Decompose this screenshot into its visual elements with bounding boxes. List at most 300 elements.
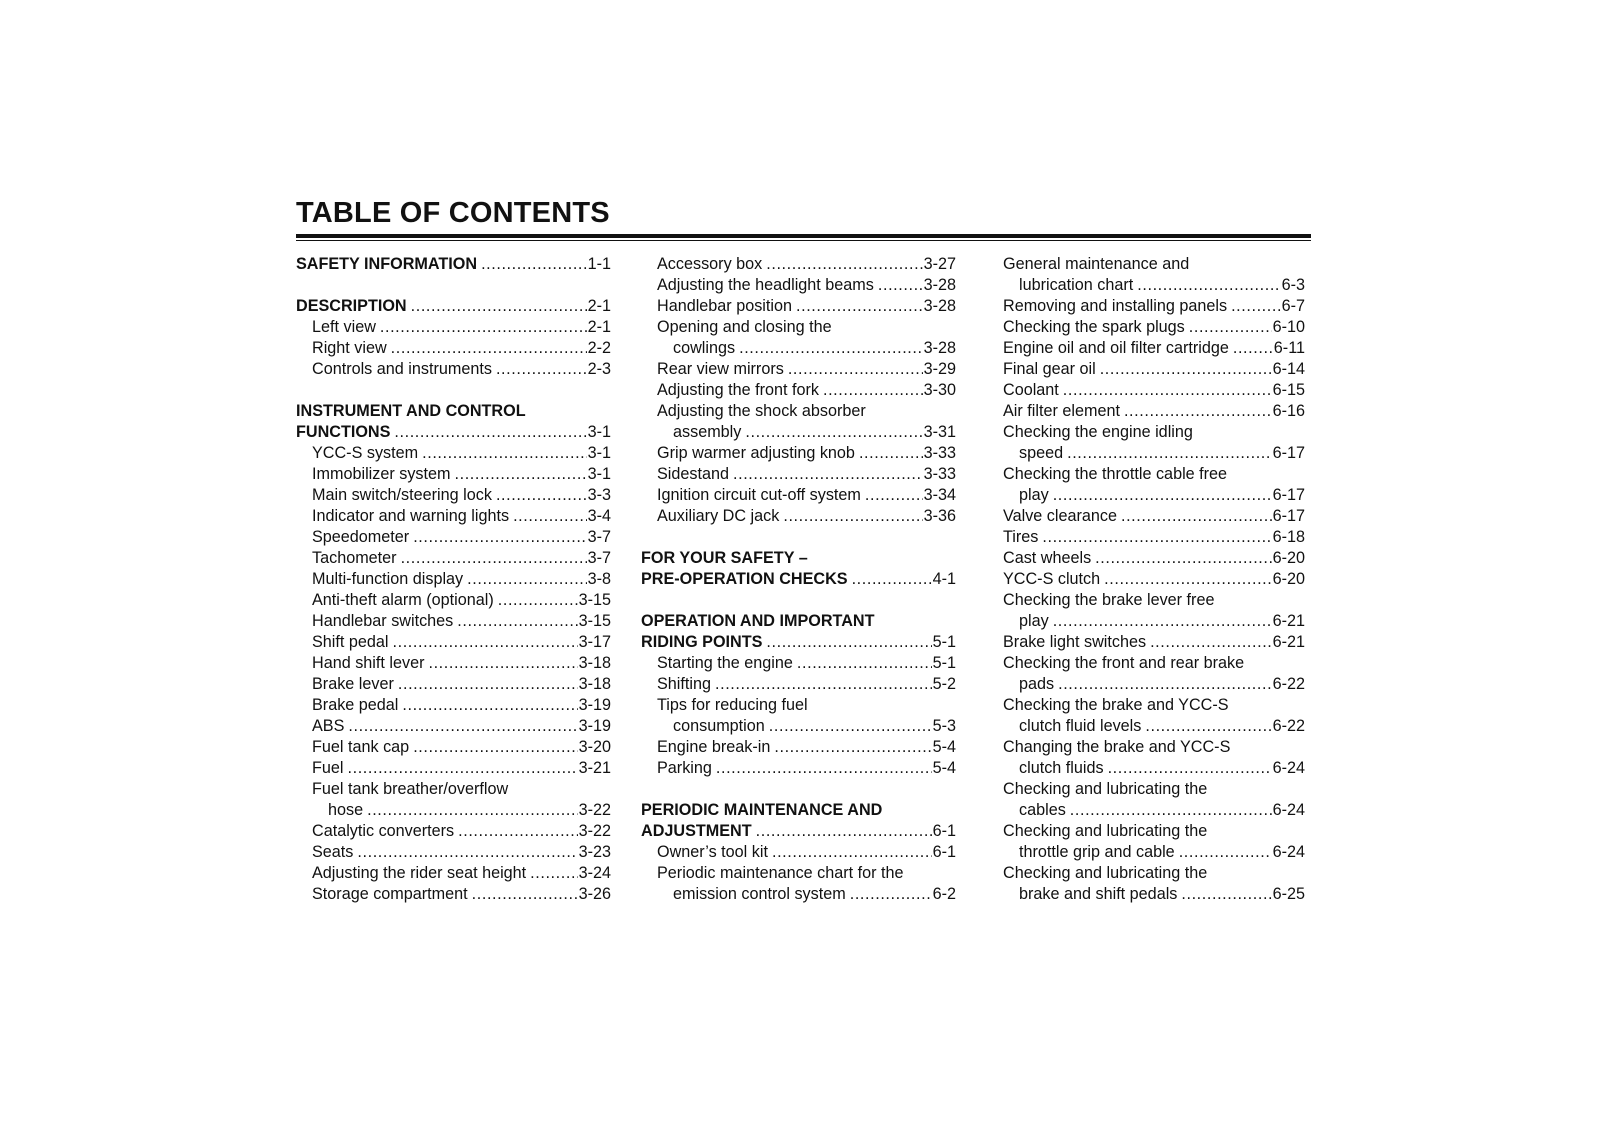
toc-page-number: 3-36 <box>923 507 956 525</box>
toc-entry <box>1003 821 1305 842</box>
toc-page-number: 6-1 <box>932 822 956 840</box>
toc-entry-title: Adjusting the headlight beams <box>657 276 874 294</box>
toc-entry[interactable] <box>1003 611 1305 632</box>
toc-spacer <box>641 779 956 800</box>
dot-leader <box>398 674 578 695</box>
dot-leader <box>1231 296 1281 317</box>
toc-entry[interactable] <box>296 737 611 758</box>
toc-entry-title: Immobilizer system <box>312 465 451 483</box>
toc-section-heading[interactable] <box>641 569 956 590</box>
toc-entry-title: Adjusting the rider seat height <box>312 864 527 882</box>
toc-entry-title: Shift pedal <box>312 633 389 651</box>
toc-entry-title: Final gear oil <box>1003 360 1096 378</box>
toc-entry-title: Engine break-in <box>657 738 771 756</box>
toc-section-heading[interactable] <box>641 821 956 842</box>
toc-entry[interactable] <box>1003 884 1305 905</box>
toc-entry-title: FUNCTIONS <box>296 423 391 441</box>
dot-leader <box>457 611 577 632</box>
toc-entry-title: Checking the front and rear brake <box>1003 654 1245 672</box>
toc-entry <box>641 863 956 884</box>
dot-leader <box>481 254 587 275</box>
toc-entry-title: Handlebar position <box>657 297 792 315</box>
toc-entry[interactable] <box>641 716 956 737</box>
toc-page-number: 3-1 <box>587 423 611 441</box>
toc-entry[interactable] <box>641 737 956 758</box>
toc-entry[interactable] <box>296 800 611 821</box>
toc-entry[interactable] <box>296 359 611 380</box>
toc-entry[interactable] <box>1003 842 1305 863</box>
toc-page-number: 6-1 <box>932 843 956 861</box>
toc-entry[interactable] <box>641 296 956 317</box>
toc-page-number: 6-3 <box>1281 276 1305 294</box>
toc-entry-title: Checking the brake lever free <box>1003 591 1215 609</box>
dot-leader <box>1042 527 1271 548</box>
toc-entry-title: General maintenance and <box>1003 255 1190 273</box>
dot-leader <box>733 464 923 485</box>
toc-page-number: 3-22 <box>578 822 611 840</box>
toc-entry-title: Right view <box>312 339 387 357</box>
toc-spacer <box>296 275 611 296</box>
toc-entry[interactable] <box>641 842 956 863</box>
dot-leader <box>772 842 932 863</box>
toc-entry-title: Handlebar switches <box>312 612 454 630</box>
title-rule-thin <box>296 240 1311 241</box>
toc-entry-title: Checking the throttle cable free <box>1003 465 1228 483</box>
toc-entry-title: YCC-S clutch <box>1003 570 1101 588</box>
toc-page-number: 2-1 <box>587 297 611 315</box>
toc-section-heading[interactable] <box>641 632 956 653</box>
dot-leader <box>413 527 586 548</box>
dot-leader <box>715 674 932 695</box>
toc-entry-title: FOR YOUR SAFETY – <box>641 549 808 567</box>
dot-leader <box>1233 338 1273 359</box>
dot-leader <box>455 464 587 485</box>
toc-entry[interactable] <box>296 632 611 653</box>
toc-entry-title: Checking the brake and YCC-S <box>1003 696 1229 714</box>
toc-entry <box>1003 653 1305 674</box>
toc-entry-title: Shifting <box>657 675 711 693</box>
toc-page-number: 3-1 <box>587 444 611 462</box>
toc-entry[interactable] <box>296 695 611 716</box>
toc-page-number: 3-7 <box>587 528 611 546</box>
dot-leader <box>1150 632 1272 653</box>
toc-page-number: 3-34 <box>923 486 956 504</box>
toc-page-number: 5-1 <box>932 633 956 651</box>
toc-entry[interactable] <box>1003 674 1305 695</box>
toc-entry <box>1003 779 1305 800</box>
toc-entry-title: Grip warmer adjusting knob <box>657 444 855 462</box>
toc-entry-title: Cast wheels <box>1003 549 1092 567</box>
toc-entry-title: Controls and instruments <box>312 360 492 378</box>
toc-entry-title: Valve clearance <box>1003 507 1117 525</box>
toc-entry[interactable] <box>641 653 956 674</box>
toc-page-number: 3-19 <box>578 717 611 735</box>
toc-entry-title: cowlings <box>673 339 736 357</box>
toc-page-number: 6-20 <box>1272 570 1305 588</box>
toc-page-number: 6-10 <box>1272 318 1305 336</box>
toc-entry-title: throttle grip and cable <box>1019 843 1175 861</box>
toc-page-number: 3-15 <box>578 591 611 609</box>
toc-entry-title: Checking and lubricating the <box>1003 780 1208 798</box>
toc-entry[interactable] <box>1003 485 1305 506</box>
dot-leader <box>348 758 578 779</box>
toc-page-number: 3-28 <box>923 276 956 294</box>
toc-entry-title: Checking and lubricating the <box>1003 864 1208 882</box>
toc-entry-title: Tips for reducing fuel <box>657 696 808 714</box>
toc-entry[interactable] <box>641 254 956 275</box>
toc-page-number: 3-28 <box>923 339 956 357</box>
dot-leader <box>850 884 932 905</box>
toc-entry-title: Owner’s tool kit <box>657 843 768 861</box>
toc-entry[interactable] <box>641 884 956 905</box>
toc-page-number: 3-1 <box>587 465 611 483</box>
toc-entry-title: Engine oil and oil filter cartridge <box>1003 339 1229 357</box>
dot-leader <box>472 884 578 905</box>
toc-entry-title: Fuel <box>312 759 344 777</box>
toc-entry-title: consumption <box>673 717 765 735</box>
dot-leader <box>380 317 587 338</box>
dot-leader <box>783 506 922 527</box>
toc-entry[interactable] <box>296 863 611 884</box>
toc-entry[interactable] <box>1003 443 1305 464</box>
toc-section-heading <box>296 401 611 422</box>
toc-entry[interactable] <box>296 821 611 842</box>
toc-entry[interactable] <box>1003 506 1305 527</box>
toc-entry-title: pads <box>1019 675 1055 693</box>
toc-entry[interactable] <box>1003 359 1305 380</box>
dot-leader <box>391 338 587 359</box>
toc-section-heading <box>641 611 956 632</box>
toc-page-number: 6-7 <box>1281 297 1305 315</box>
toc-entry[interactable] <box>296 338 611 359</box>
dot-leader <box>1145 716 1271 737</box>
dot-leader <box>1053 485 1272 506</box>
toc-entry[interactable] <box>1003 800 1305 821</box>
toc-entry-title: Removing and installing panels <box>1003 297 1228 315</box>
toc-entry-title: Auxiliary DC jack <box>657 507 780 525</box>
dot-leader <box>823 380 923 401</box>
toc-page-number: 6-17 <box>1272 486 1305 504</box>
dot-leader <box>716 758 932 779</box>
toc-entry-title: Brake light switches <box>1003 633 1147 651</box>
toc-page-number: 5-4 <box>932 759 956 777</box>
dot-leader <box>422 443 586 464</box>
toc-entry-title: play <box>1019 486 1049 504</box>
dot-leader <box>796 296 923 317</box>
toc-entry[interactable] <box>1003 380 1305 401</box>
toc-page-number: 3-15 <box>578 612 611 630</box>
toc-entry <box>1003 464 1305 485</box>
toc-section-heading[interactable] <box>296 254 611 275</box>
dot-leader <box>774 737 931 758</box>
toc-entry[interactable] <box>1003 296 1305 317</box>
toc-entry[interactable] <box>641 674 956 695</box>
toc-section-heading <box>641 800 956 821</box>
toc-entry-title: Main switch/steering lock <box>312 486 492 504</box>
dot-leader <box>498 590 578 611</box>
toc-entry <box>1003 590 1305 611</box>
dot-leader <box>428 653 577 674</box>
toc-entry[interactable] <box>296 590 611 611</box>
toc-entry[interactable] <box>296 485 611 506</box>
toc-entry-title: Anti-theft alarm (optional) <box>312 591 494 609</box>
toc-page-number: 3-4 <box>587 507 611 525</box>
toc-page-number: 3-33 <box>923 444 956 462</box>
toc-entry <box>296 779 611 800</box>
toc-entry[interactable] <box>1003 548 1305 569</box>
dot-leader <box>402 695 577 716</box>
toc-entry[interactable] <box>296 842 611 863</box>
toc-page-number: 3-33 <box>923 465 956 483</box>
toc-page-number: 6-17 <box>1272 444 1305 462</box>
toc-entry[interactable] <box>296 506 611 527</box>
toc-entry-title: Opening and closing the <box>657 318 832 336</box>
toc-entry[interactable] <box>296 884 611 905</box>
toc-entry-title: YCC-S system <box>312 444 419 462</box>
toc-entry-title: SAFETY INFORMATION <box>296 255 478 273</box>
dot-leader <box>1067 443 1271 464</box>
dot-leader <box>1063 380 1272 401</box>
toc-entry[interactable] <box>296 758 611 779</box>
toc-page-number: 2-1 <box>587 318 611 336</box>
toc-entry[interactable] <box>1003 716 1305 737</box>
toc-page-number: 4-1 <box>932 570 956 588</box>
toc-column-3 <box>1003 254 1305 905</box>
toc-entry <box>1003 695 1305 716</box>
toc-entry[interactable] <box>641 359 956 380</box>
dot-leader <box>1108 758 1272 779</box>
toc-entry-title: INSTRUMENT AND CONTROL <box>296 402 526 420</box>
toc-entry-title: Tachometer <box>312 549 397 567</box>
toc-entry[interactable] <box>1003 569 1305 590</box>
toc-entry-title: Hand shift lever <box>312 654 425 672</box>
toc-entry <box>641 317 956 338</box>
dot-leader <box>1124 401 1272 422</box>
toc-entry-title: Brake lever <box>312 675 394 693</box>
dot-leader <box>1095 548 1271 569</box>
dot-leader <box>1189 317 1272 338</box>
toc-entry[interactable] <box>641 443 956 464</box>
toc-page-number: 3-18 <box>578 675 611 693</box>
toc-entry-title: Sidestand <box>657 465 729 483</box>
toc-page-number: 5-3 <box>932 717 956 735</box>
dot-leader <box>1121 506 1272 527</box>
toc-page-number: 3-30 <box>923 381 956 399</box>
toc-entry[interactable] <box>1003 317 1305 338</box>
toc-entry-title: Storage compartment <box>312 885 468 903</box>
toc-entry-title: Catalytic converters <box>312 822 455 840</box>
dot-leader <box>530 863 577 884</box>
dot-leader <box>393 632 578 653</box>
toc-page-number: 6-14 <box>1272 360 1305 378</box>
toc-entry[interactable] <box>1003 338 1305 359</box>
toc-entry-title: DESCRIPTION <box>296 297 407 315</box>
dot-leader <box>769 716 932 737</box>
toc-page-number: 3-24 <box>578 864 611 882</box>
toc-page-number: 6-24 <box>1272 759 1305 777</box>
toc-entry[interactable] <box>641 422 956 443</box>
toc-entry[interactable] <box>641 506 956 527</box>
toc-entry <box>641 695 956 716</box>
toc-entry-title: emission control system <box>673 885 846 903</box>
dot-leader <box>394 422 586 443</box>
toc-entry-title: ADJUSTMENT <box>641 822 752 840</box>
toc-entry[interactable] <box>641 338 956 359</box>
dot-leader <box>797 653 932 674</box>
toc-page-number: 3-21 <box>578 759 611 777</box>
toc-entry[interactable] <box>296 443 611 464</box>
toc-entry[interactable] <box>1003 401 1305 422</box>
toc-entry-title: Adjusting the shock absorber <box>657 402 866 420</box>
toc-page-number: 3-23 <box>578 843 611 861</box>
toc-entry[interactable] <box>296 317 611 338</box>
toc-entry-title: Fuel tank breather/overflow <box>312 780 509 798</box>
toc-page-number: 3-29 <box>923 360 956 378</box>
toc-entry-title: Checking the spark plugs <box>1003 318 1185 336</box>
toc-entry[interactable] <box>296 611 611 632</box>
toc-page-number: 6-22 <box>1272 717 1305 735</box>
toc-entry-title: Air filter element <box>1003 402 1120 420</box>
toc-entry[interactable] <box>641 758 956 779</box>
dot-leader <box>852 569 932 590</box>
toc-page-number: 6-24 <box>1272 801 1305 819</box>
toc-entry-title: PERIODIC MAINTENANCE AND <box>641 801 883 819</box>
toc-entry <box>1003 863 1305 884</box>
toc-entry[interactable] <box>296 674 611 695</box>
dot-leader <box>1100 359 1272 380</box>
toc-page-number: 3-27 <box>923 255 956 273</box>
toc-entry[interactable] <box>296 548 611 569</box>
toc-page-number: 3-26 <box>578 885 611 903</box>
toc-entry-title: Brake pedal <box>312 696 399 714</box>
toc-entry-title: Coolant <box>1003 381 1059 399</box>
toc-entry[interactable] <box>296 527 611 548</box>
page-title: TABLE OF CONTENTS <box>296 197 610 229</box>
toc-entry[interactable] <box>641 485 956 506</box>
dot-leader <box>1104 569 1271 590</box>
toc-page-number: 5-1 <box>932 654 956 672</box>
toc-page-number: 6-16 <box>1272 402 1305 420</box>
dot-leader <box>1181 884 1271 905</box>
dot-leader <box>401 548 587 569</box>
toc-entry-title: PRE-OPERATION CHECKS <box>641 570 848 588</box>
toc-entry-title: Speedometer <box>312 528 410 546</box>
toc-entry-title: OPERATION AND IMPORTANT <box>641 612 875 630</box>
toc-page-number: 6-2 <box>932 885 956 903</box>
toc-entry[interactable] <box>1003 527 1305 548</box>
dot-leader <box>878 275 923 296</box>
dot-leader <box>1070 800 1272 821</box>
toc-entry-title: Rear view mirrors <box>657 360 784 378</box>
toc-entry-title: Seats <box>312 843 354 861</box>
toc-entry[interactable] <box>296 569 611 590</box>
toc-entry[interactable] <box>296 464 611 485</box>
toc-entry-title: hose <box>328 801 364 819</box>
toc-entry-title: clutch fluid levels <box>1019 717 1142 735</box>
dot-leader <box>413 737 577 758</box>
title-rule-thick <box>296 234 1311 238</box>
dot-leader <box>766 254 922 275</box>
toc-page-number: 6-21 <box>1272 633 1305 651</box>
dot-leader <box>467 569 586 590</box>
toc-entry-title: lubrication chart <box>1019 276 1134 294</box>
dot-leader <box>745 422 922 443</box>
toc-page-number: 6-15 <box>1272 381 1305 399</box>
toc-entry-title: Accessory box <box>657 255 763 273</box>
dot-leader <box>496 359 587 380</box>
toc-page-number: 6-24 <box>1272 843 1305 861</box>
dot-leader <box>513 506 587 527</box>
toc-entry-title: play <box>1019 612 1049 630</box>
toc-entry <box>1003 254 1305 275</box>
toc-entry[interactable] <box>296 716 611 737</box>
toc-page-number: 5-2 <box>932 675 956 693</box>
dot-leader <box>739 338 923 359</box>
toc-page-number: 6-21 <box>1272 612 1305 630</box>
dot-leader <box>357 842 577 863</box>
toc-page-number: 6-25 <box>1272 885 1305 903</box>
toc-entry-title: Starting the engine <box>657 654 793 672</box>
dot-leader <box>1137 275 1280 296</box>
toc-entry[interactable] <box>641 380 956 401</box>
dot-leader <box>1058 674 1271 695</box>
toc-page-number: 6-17 <box>1272 507 1305 525</box>
toc-entry[interactable] <box>1003 632 1305 653</box>
toc-page-number: 3-3 <box>587 486 611 504</box>
toc-column-2 <box>641 254 956 905</box>
toc-page-number: 3-20 <box>578 738 611 756</box>
toc-page-number: 3-31 <box>923 423 956 441</box>
toc-page-number: 3-17 <box>578 633 611 651</box>
toc-page-number: 6-11 <box>1273 339 1305 357</box>
toc-entry-title: Multi-function display <box>312 570 464 588</box>
toc-entry-title: Periodic maintenance chart for the <box>657 864 904 882</box>
dot-leader <box>367 800 577 821</box>
toc-section-heading[interactable] <box>296 296 611 317</box>
toc-page-number: 3-18 <box>578 654 611 672</box>
toc-section-heading[interactable] <box>296 422 611 443</box>
dot-leader <box>458 821 577 842</box>
toc-section-heading <box>641 548 956 569</box>
toc-spacer <box>641 590 956 611</box>
toc-entry-title: Indicator and warning lights <box>312 507 510 525</box>
dot-leader <box>411 296 587 317</box>
toc-entry[interactable] <box>641 464 956 485</box>
toc-entry-title: Ignition circuit cut-off system <box>657 486 861 504</box>
toc-spacer <box>641 527 956 548</box>
toc-spacer <box>296 380 611 401</box>
toc-entry[interactable] <box>641 275 956 296</box>
toc-entry-title: Checking the engine idling <box>1003 423 1193 441</box>
dot-leader <box>496 485 587 506</box>
toc-page-number: 3-28 <box>923 297 956 315</box>
dot-leader <box>859 443 923 464</box>
toc-page-number: 6-18 <box>1272 528 1305 546</box>
toc-page-number: 3-7 <box>587 549 611 567</box>
toc-entry-title: Changing the brake and YCC-S <box>1003 738 1231 756</box>
toc-entry-title: brake and shift pedals <box>1019 885 1178 903</box>
toc-entry[interactable] <box>296 653 611 674</box>
toc-column-1 <box>296 254 611 905</box>
toc-page-number: 1-1 <box>587 255 611 273</box>
toc-page-number: 3-8 <box>587 570 611 588</box>
toc-entry-title: clutch fluids <box>1019 759 1104 777</box>
toc-entry-title: Left view <box>312 318 376 336</box>
dot-leader <box>1053 611 1272 632</box>
toc-entry[interactable] <box>1003 275 1305 296</box>
toc-entry[interactable] <box>1003 758 1305 779</box>
toc-page-number: 6-20 <box>1272 549 1305 567</box>
